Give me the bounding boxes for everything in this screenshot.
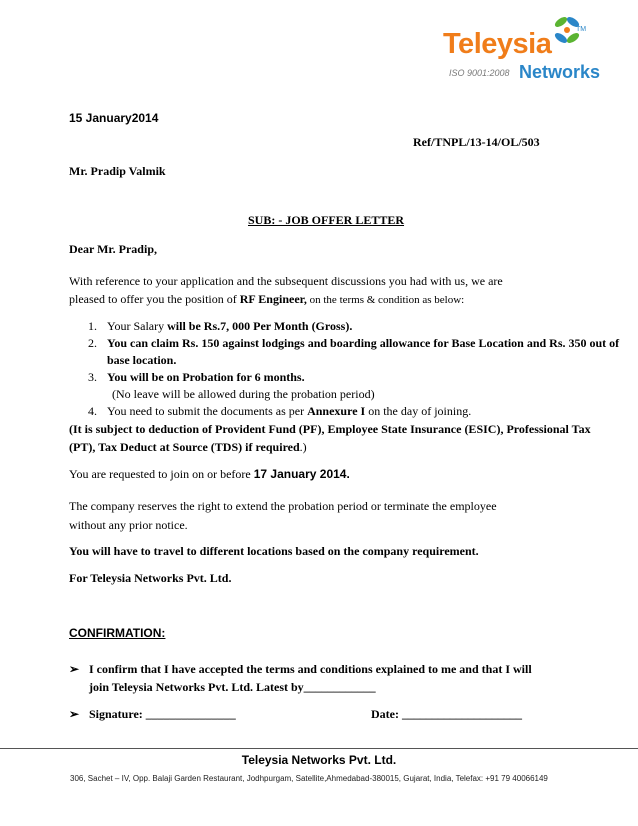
term-number: 2. — [88, 336, 97, 350]
footer-address: 306, Sachet – IV, Opp. Balaji Garden Restaurant, Jodhpurgam, Satellite,Ahmedabad-380015, Gujarat, India, Telefax: +91 79 40066149 — [70, 774, 548, 783]
deductions-paragraph — [69, 420, 609, 456]
deductions-close: .) — [299, 440, 307, 454]
signature-row — [69, 705, 629, 723]
term-item — [88, 369, 628, 386]
term-bold-text: will be Rs.7, 000 Per Month (Gross). — [167, 319, 353, 333]
term-item — [88, 318, 628, 335]
intro-line-2 — [69, 290, 629, 309]
arrow-bullet-icon: ➢ — [69, 662, 80, 676]
term-text: You need to submit the documents as per — [107, 404, 308, 418]
logo-networks-text: Networks — [519, 62, 601, 82]
salutation: Dear Mr. Pradip, — [69, 242, 157, 256]
signature-field: Signature: _______________ — [89, 707, 236, 721]
reserve-paragraph — [69, 497, 629, 535]
confirm-line-2: join Teleysia Networks Pvt. Ltd. Latest by____________ — [89, 680, 376, 694]
reserve-line-2: without any prior notice. — [69, 518, 188, 532]
term-text: Your Salary — [107, 319, 168, 333]
intro-paragraph — [69, 272, 629, 309]
reserve-line-1: The company reserves the right to extend the probation period or terminate the employee — [69, 499, 497, 513]
term-number: 1. — [88, 319, 97, 333]
role-name: RF Engineer, — [239, 292, 307, 306]
term-bold-text: Annexure I — [307, 404, 366, 418]
terms-list — [88, 318, 628, 420]
deductions-text: (It is subject to deduction of Provident Fund (PF), Employee State Insurance (ESIC), Professional Tax (PT), Tax Deduct at Source (TDS) if required — [69, 422, 591, 454]
logo-iso-text: ISO 9001:2008 — [449, 68, 510, 78]
join-paragraph — [69, 465, 629, 483]
term-number: 4. — [88, 404, 97, 418]
arrow-bullet-icon: ➢ — [69, 707, 80, 721]
intro-line-2-pre: pleased to offer you the position of — [69, 292, 240, 306]
footer-company-name: Teleysia Networks Pvt. Ltd. — [241, 753, 397, 767]
intro-line-1: With reference to your application and the subsequent discussions you had with us, we are — [69, 274, 503, 288]
confirm-text — [89, 660, 609, 696]
term-item — [88, 335, 628, 369]
travel-note: You will have to travel to different locations based on the company requirement. — [69, 544, 479, 558]
term-bold-text: You can claim Rs. 150 against lodgings and boarding allowance for Base Location and Rs. 350 out of base location. — [107, 336, 620, 367]
footer-divider — [0, 748, 638, 749]
term-note — [88, 386, 628, 403]
term-number: 3. — [88, 370, 97, 384]
confirm-statement — [69, 660, 629, 696]
term-bold-text: You will be on Probation for 6 months. — [107, 370, 305, 384]
logo-trademark: TM — [576, 26, 587, 33]
recipient-name: Mr. Pradip Valmik — [69, 164, 166, 178]
join-date: 17 January 2014. — [253, 467, 350, 481]
join-text: You are requested to join on or before — [69, 467, 254, 481]
intro-line-2-post: on the terms & condition as below: — [306, 294, 465, 306]
for-company: For Teleysia Networks Pvt. Ltd. — [69, 571, 232, 585]
confirm-line-1: I confirm that I have accepted the terms and conditions explained to me and that I will — [89, 662, 532, 676]
term-item — [88, 403, 628, 420]
logo-brand-text: Teleysia — [443, 28, 552, 60]
date-field: Date: ____________________ — [371, 707, 522, 721]
term-note-text: (No leave will be allowed during the probation period) — [112, 387, 375, 401]
reference-number: Ref/TNPL/13-14/OL/503 — [413, 135, 540, 149]
term-text-post: on the day of joining. — [365, 404, 472, 418]
letter-date: 15 January2014 — [69, 111, 159, 125]
subject-line: SUB: - JOB OFFER LETTER — [248, 213, 405, 227]
confirmation-heading: CONFIRMATION: — [69, 626, 166, 640]
